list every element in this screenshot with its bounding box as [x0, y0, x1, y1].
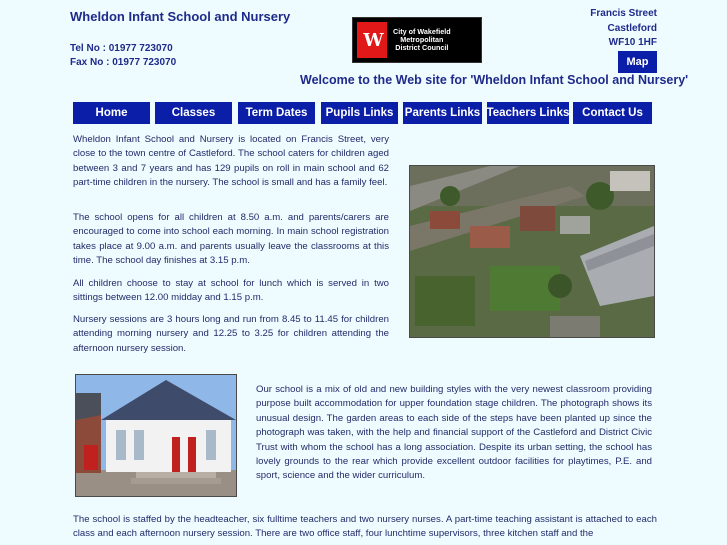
logo-line: City of Wakefield — [393, 27, 451, 36]
logo-line: District Council — [395, 43, 449, 52]
council-logo-text — [393, 28, 451, 52]
nav-classes-button[interactable]: Classes — [155, 102, 232, 124]
aerial-photo-image — [409, 165, 655, 338]
school-building-image — [75, 374, 237, 497]
school-building-svg — [76, 375, 236, 496]
nav-pupils-links-button[interactable]: Pupils Links — [321, 102, 398, 124]
building-paragraph: Our school is a mix of old and new building styles with the very newest classroom providing purpose built accommodation for upper foundation stage children. The photograph shows its unusual design. The garden areas to each side of the steps have been planted up since the photograph was taken, with the help and financial support of the Castleford and District Civic Trust with whom the school has a long association. Despite its urban setting, the school has lovely grounds to the rear which provide excellent outdoor facilities for playtimes, P.E. and sport, science and the wider curriculum. — [256, 384, 652, 482]
telephone-number: Tel No : 01977 723070 — [70, 43, 173, 54]
opening-times-paragraph: The school opens for all children at 8.50 a.m. and parents/carers are encouraged to come into school each morning. In main school registration takes place at 9.00 a.m. and parents usually leave the classrooms at this time. The school day finishes at 3.15 p.m. — [73, 212, 389, 267]
logo-line: Metropolitan — [400, 35, 444, 44]
nursery-paragraph: Nursery sessions are 3 hours long and run from 8.45 to 11.45 for children attending morning nursery and 12.25 to 3.25 for children attending the afternoon nursery session. — [73, 314, 389, 354]
nav-contact-us-button[interactable]: Contact Us — [573, 102, 652, 124]
council-logo[interactable] — [352, 17, 482, 63]
address-postcode: WF10 1HF — [608, 37, 657, 48]
council-logo-mark-icon: W — [357, 22, 387, 58]
nav-home-button[interactable]: Home — [73, 102, 150, 124]
welcome-marquee — [300, 73, 689, 93]
nav-term-dates-button[interactable]: Term Dates — [238, 102, 315, 124]
nav-parents-links-button[interactable]: Parents Links — [403, 102, 482, 124]
aerial-photo-svg — [410, 166, 654, 337]
lunch-paragraph: All children choose to stay at school for lunch which is served in two sittings between 12.00 midday and 1.15 p.m. — [73, 278, 389, 304]
school-name: Wheldon Infant School and Nursery — [70, 9, 291, 24]
nav-teachers-links-button[interactable]: Teachers Links — [487, 102, 569, 124]
map-button[interactable]: Map — [618, 51, 657, 73]
welcome-text: Welcome to the Web site for 'Wheldon Infant School and Nursery' — [300, 73, 689, 87]
address-town: Castleford — [607, 23, 657, 34]
address-street: Francis Street — [590, 8, 657, 19]
staffing-paragraph: The school is staffed by the headteacher, six fulltime teachers and two nursery nurses. A part-time teaching assistant is attached to each class and each afternoon nursery session. There are two office staff, four lunchtime supervisors, three kitchen staff and the — [73, 514, 657, 540]
fax-number: Fax No : 01977 723070 — [70, 57, 177, 68]
intro-paragraph: Wheldon Infant School and Nursery is located on Francis Street, very close to the town centre of Castleford. The school caters for children aged between 3 and 7 years and has 129 pupils on roll in main school and 62 part-time children in the nursery. The school is small and has a family feel. — [73, 134, 389, 189]
